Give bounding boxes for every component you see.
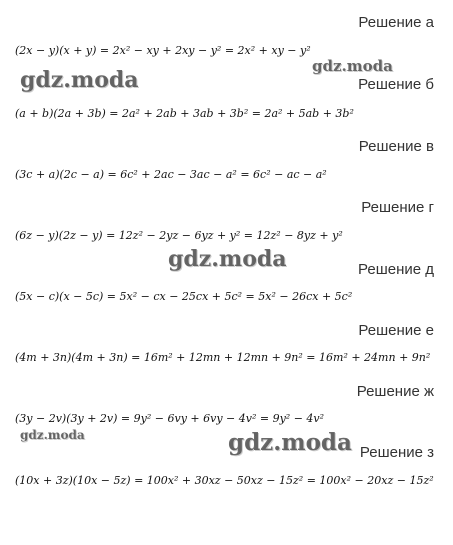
equation-zh: (3y − 2v)(3y + 2v) = 9y² − 6vy + 6vy − 4v² = 9y² − 4v²	[15, 412, 325, 425]
equation-b: (a + b)(2a + 3b) = 2a² + 2ab + 3ab + 3b² = 2a² + 5ab + 3b²	[15, 107, 354, 120]
watermark: gdz.moda	[312, 57, 393, 75]
equation-z: (10x + 3z)(10x − 5z) = 100x² + 30xz − 50xz − 15z² = 100x² − 20xz − 15z²	[15, 474, 434, 487]
equation-a: (2x − y)(x + y) = 2x² − xy + 2xy − y² = 2x² + xy − y²	[15, 44, 311, 57]
solution-label-d: Решение д	[358, 261, 434, 278]
equation-e: (4m + 3n)(4m + 3n) = 16m² + 12mn + 12mn + 9n² = 16m² + 24mn + 9n²	[15, 351, 431, 364]
solution-label-b: Решение б	[358, 76, 434, 93]
solution-label-zh: Решение ж	[356, 383, 434, 400]
solution-label-a: Решение а	[358, 14, 434, 31]
solution-label-z: Решение з	[359, 444, 434, 461]
equation-g: (6z − y)(2z − y) = 12z² − 2yz − 6yz + y² = 12z² − 8yz + y²	[15, 229, 343, 242]
equation-v: (3c + a)(2c − a) = 6c² + 2ac − 3ac − a² = 6c² − ac − a²	[15, 168, 327, 181]
equation-d: (5x − c)(x − 5c) = 5x² − cx − 25cx + 5c² = 5x² − 26cx + 5c²	[15, 290, 353, 303]
solution-label-v: Решение в	[358, 138, 434, 155]
watermark: gdz.moda	[168, 246, 287, 272]
solution-label-g: Решение г	[361, 199, 434, 216]
watermark: gdz.moda	[20, 67, 139, 93]
solution-label-e: Решение е	[358, 322, 434, 339]
watermark: gdz.moda	[228, 429, 352, 456]
watermark: gdz.moda	[20, 428, 85, 442]
